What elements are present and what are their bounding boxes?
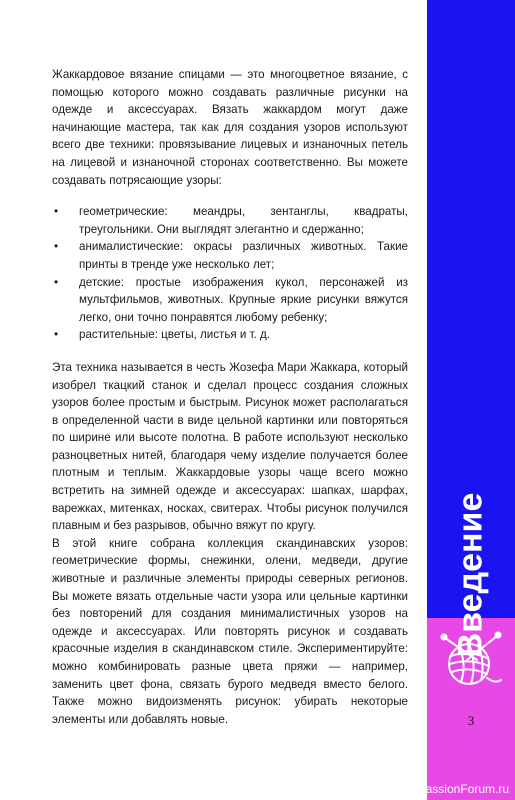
list-item-text: анималистические: окрасы различных животных. Такие принты в тренде уже несколько лет; [79, 240, 408, 271]
chapter-sidebar [427, 0, 515, 800]
bullet-marker: • [54, 240, 59, 254]
list-item [52, 238, 408, 273]
bullet-marker: • [54, 275, 59, 289]
history-paragraph: Эта техника называется в честь Жозефа Мари Жаккара, который изобрел ткацкий станок и сделал процесс создания сложных узоров более простым и быстрым. Рисунок может располагаться в определенной части в виде цельной картинки или повторяться по ширине или высоте полотна. В работе используют несколько разноцветных нитей, благодаря чему изделие получается более плотным и теплым. Жаккардовые узоры чаще всего можно встретить на зимней одежде и аксессуарах: шапках, шарфах, варежках, митенках, носках, свитерах. Чтобы рисунок получился плавным и без разрывов, обычно вяжут по кругу. [52, 360, 408, 533]
list-item-text: геометрические: меандры, зентанглы, квадраты, треугольники. Они выглядят элегантно и сдержанно; [79, 205, 408, 236]
page-number: 3 [467, 713, 475, 728]
chapter-title: Введение [451, 492, 490, 658]
list-item-text: растительные: цветы, листья и т. д. [79, 328, 271, 342]
pattern-types-list [52, 203, 408, 344]
list-item-text: детские: простые изображения кукол, персонажей из мультфильмов, животных. Крупные яркие рисунки вяжутся легко, они точно понравятся любому ребенку; [79, 275, 408, 324]
list-item [52, 326, 408, 344]
bullet-marker: • [54, 205, 59, 219]
watermark: PassionForum.ru [417, 782, 509, 796]
yarn-ball-icon [437, 628, 505, 690]
chapter-title-wrap [427, 492, 515, 658]
list-item [52, 203, 408, 238]
collection-paragraph: В этой книге собрана коллекция скандинавских узоров: геометрические формы, снежинки, олени, медведи, другие животные и различные элементы природы северных регионов. Вы можете вязать отдельные части узора или цельные картинки без повторений для создания минималистичных узоров на одежде и аксессуарах. Или повторять рисунок и создавать красочные изделия в скандинавском стиле. Экспериментируйте: можно комбинировать разные цвета пряжи — например, заменить цвет фона, связать бурого медведя вместо белого. Также можно видоизменять рисунок: убирать некоторые элементы или добавлять новые. [52, 536, 408, 726]
page-body [52, 66, 408, 728]
bullet-marker: • [54, 328, 59, 342]
list-item [52, 274, 408, 327]
intro-paragraph: Жаккардовое вязание спицами — это многоцветное вязание, с помощью которого можно создавать различные рисунки на одежде и аксессуарах. Вязать жаккардом могут даже начинающие мастера, так как для создания узоров используют всего две техники: провязывание лицевых и изнаночных петель на лицевой и изнаночной сторонах соответственно. Вы можете создавать потрясающие узоры: [52, 68, 408, 187]
